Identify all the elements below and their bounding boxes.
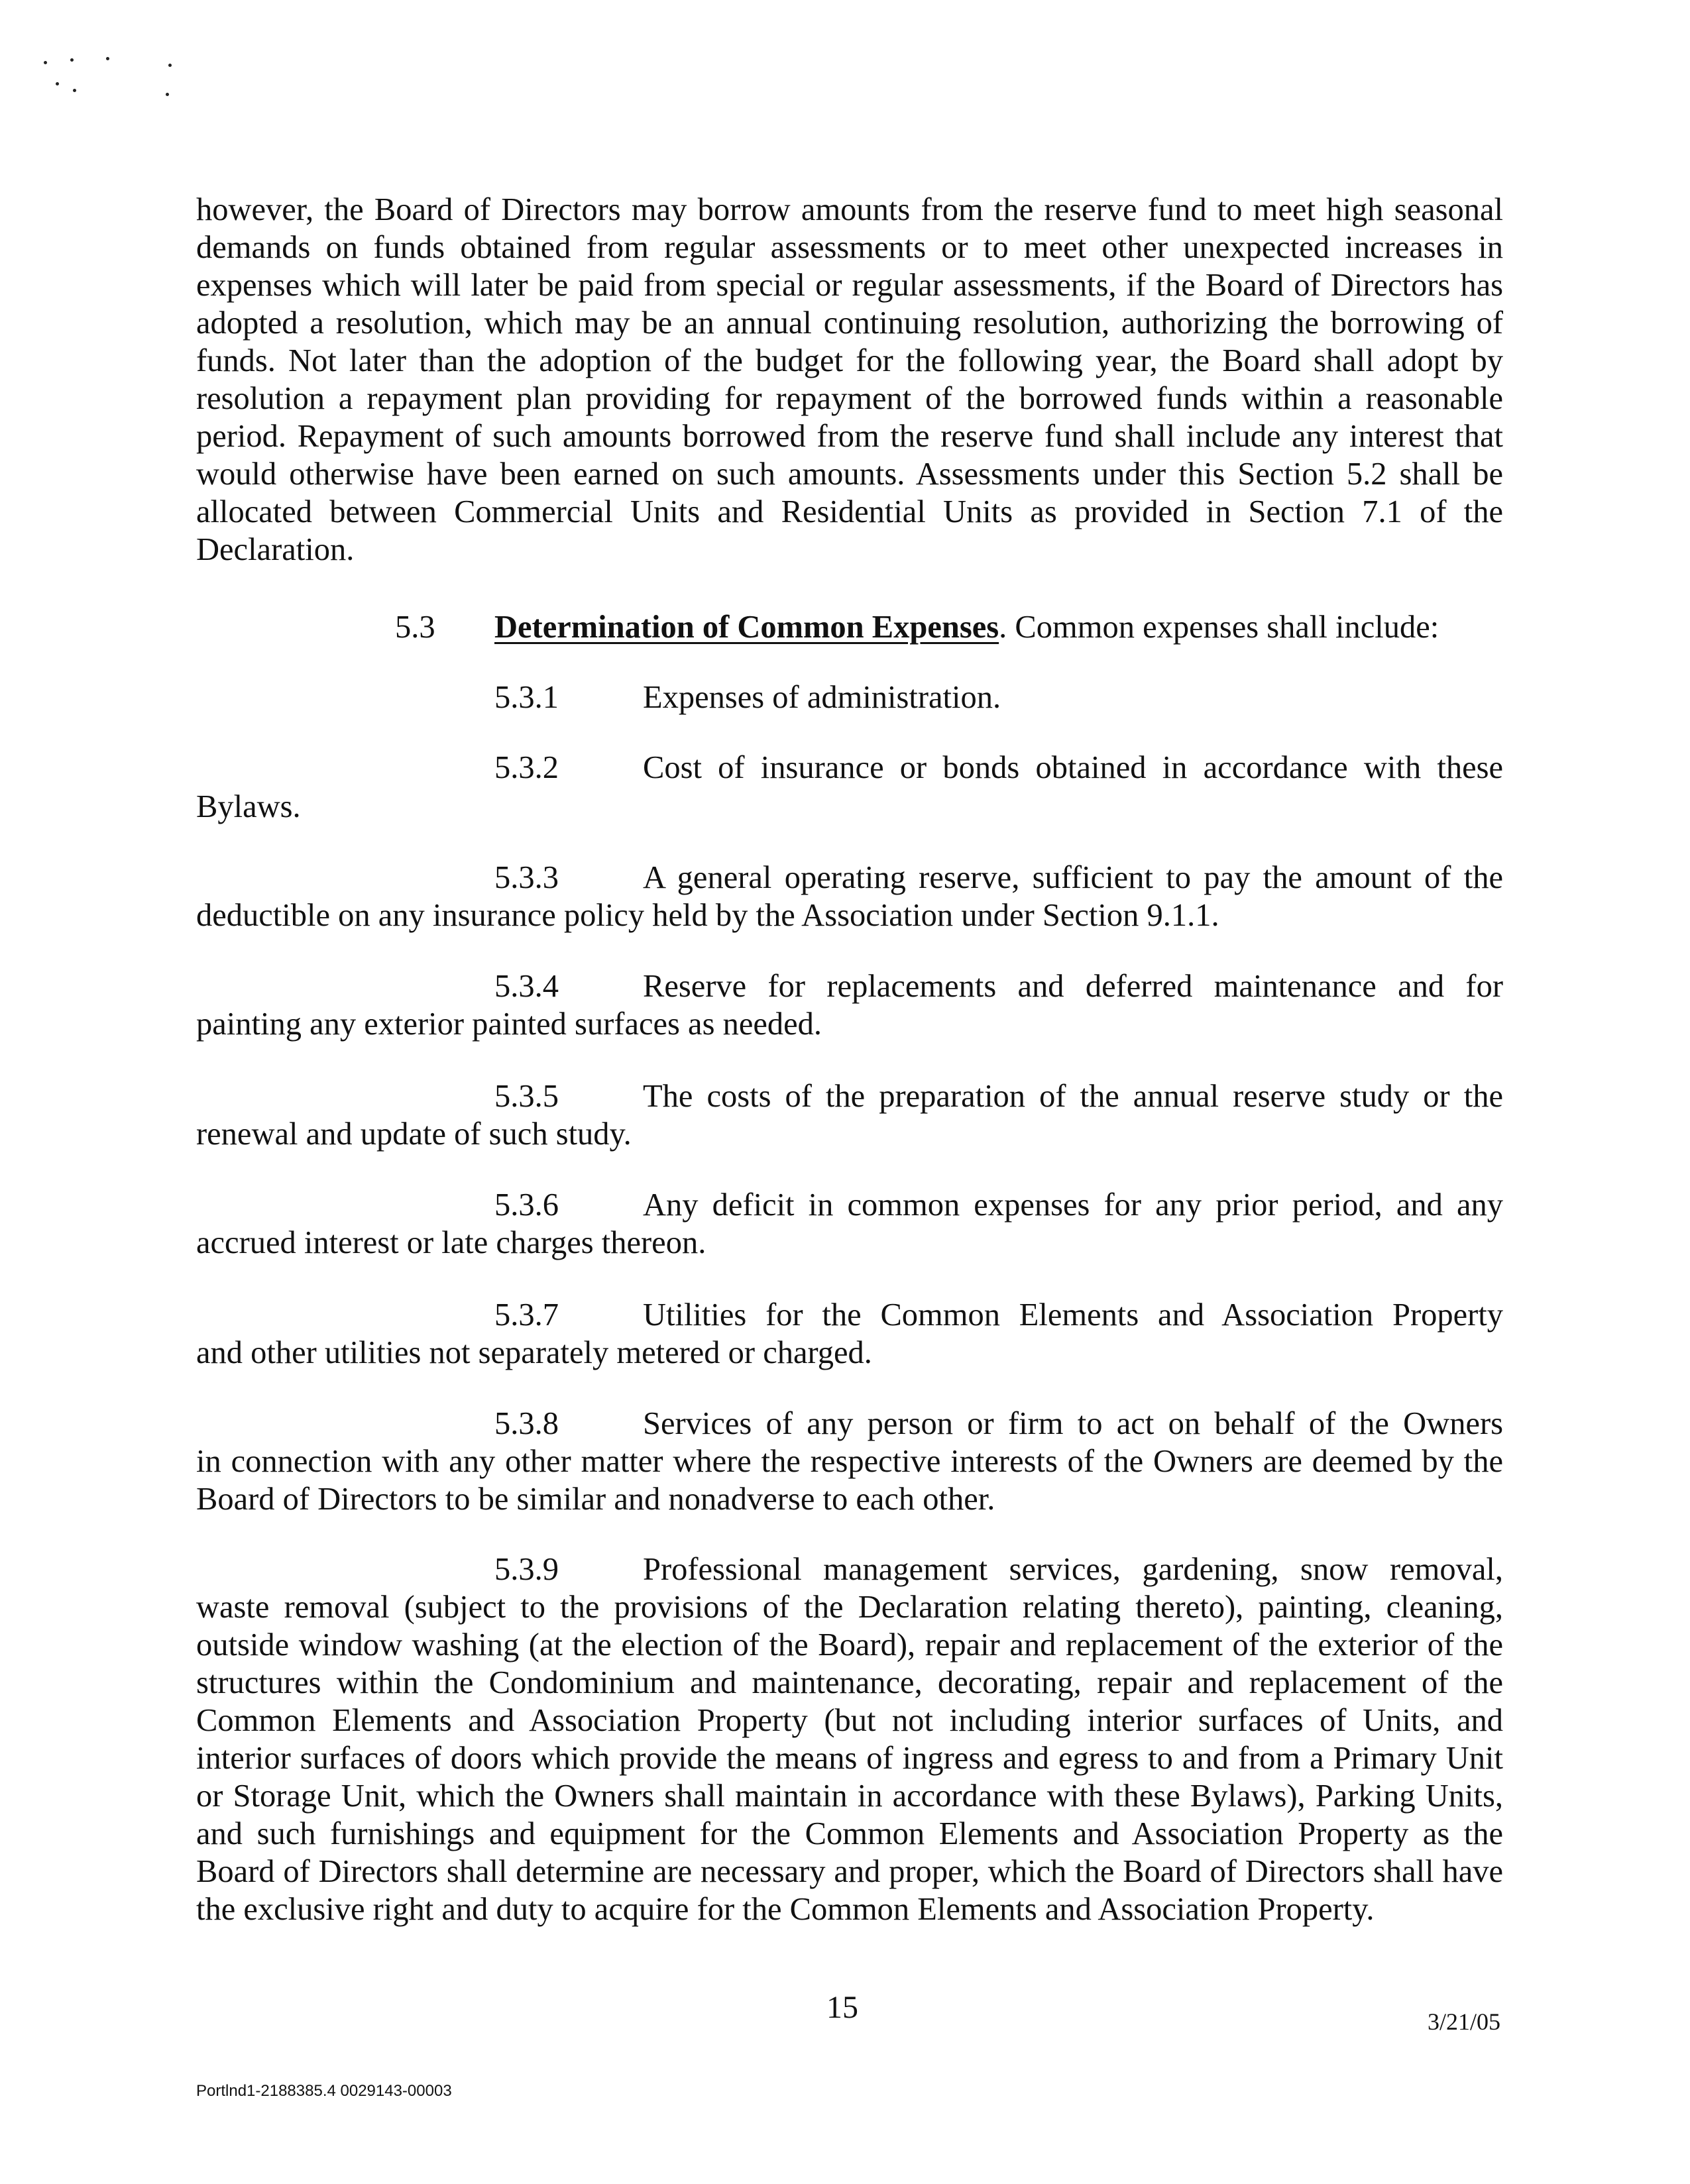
page-number: 15 xyxy=(826,1990,858,2025)
section-number: 5.3 xyxy=(395,610,435,645)
item-text-continued: waste removal (subject to the provisions of the Declaration relating thereto), painting, cleaning, outside window washing (at the election of the Board), repair and replacement of the exterior of the structures within the Condominium and maintenance, decorating, repair and replacement of the Common Elements and Association Property (but not including interior surfaces of Units, and interior surfaces of doors which provide the means of ingress and egress to and from a Primary Unit or Storage Unit, which the Owners shall maintain in accordance with these Bylaws), Parking Units, and such furnishings and equipment for the Common Elements and Association Property as the Board of Directors shall determine are necessary and proper, which the Board of Directors shall have the exclusive right and duty to acquire for the Common Elements and Association Property. xyxy=(196,1590,1503,1927)
scan-speck xyxy=(166,93,169,96)
item-number: 5.3.1 xyxy=(494,680,559,715)
item-text: Cost of insurance or bonds obtained in accordance with these xyxy=(643,750,1503,785)
item-text-continued: renewal and update of such study. xyxy=(196,1117,632,1152)
section-intro: . Common expenses shall include: xyxy=(999,610,1439,645)
item-number: 5.3.2 xyxy=(494,750,559,785)
item-number: 5.3.6 xyxy=(494,1187,559,1223)
item-number: 5.3.4 xyxy=(494,969,559,1004)
item-text-continued: deductible on any insurance policy held by the Association under Section 9.1.1. xyxy=(196,898,1219,933)
scan-speck xyxy=(106,57,109,60)
item-text-continued: Bylaws. xyxy=(196,789,301,824)
item-text-continued: and other utilities not separately metered or charged. xyxy=(196,1335,872,1370)
item-text: Services of any person or firm to act on behalf of the Owners xyxy=(643,1406,1503,1441)
scan-speck xyxy=(70,58,74,62)
item-text-continued: accrued interest or late charges thereon. xyxy=(196,1225,706,1260)
item-number: 5.3.5 xyxy=(494,1079,559,1114)
item-text: A general operating reserve, sufficient to pay the amount of the xyxy=(643,860,1503,895)
item-text: Utilities for the Common Elements and Association Property xyxy=(643,1297,1503,1333)
item-text: Reserve for replacements and deferred maintenance and for xyxy=(643,969,1503,1004)
item-text: Any deficit in common expenses for any prior period, and any xyxy=(643,1187,1503,1223)
section-heading: Determination of Common Expenses xyxy=(494,610,999,645)
section-heading-line xyxy=(494,608,1439,646)
item-number: 5.3.8 xyxy=(494,1406,559,1441)
item-number: 5.3.9 xyxy=(494,1552,559,1587)
opening-paragraph: however, the Board of Directors may borrow amounts from the reserve fund to meet high seasonal demands on funds obtained from regular assessments or to meet other unexpected increases in expenses which will later be paid from special or regular assessments, if the Board of Directors has adopted a resolution, which may be an annual continuing resolution, authorizing the borrowing of funds. Not later than the adoption of the budget for the following year, the Board shall adopt by resolution a repayment plan providing for repayment of the borrowed funds within a reasonable period. Repayment of such amounts borrowed from the reserve fund shall include any interest that would otherwise have been earned on such amounts. Assessments under this Section 5.2 shall be allocated between Commercial Units and Residential Units as provided in Section 7.1 of the Declaration. xyxy=(196,192,1503,567)
item-text-continued: painting any exterior painted surfaces as needed. xyxy=(196,1007,822,1042)
item-number: 5.3.7 xyxy=(494,1297,559,1333)
item-number: 5.3.3 xyxy=(494,860,559,895)
item-text: Professional management services, gardening, snow removal, xyxy=(643,1552,1503,1587)
item-text-continued: in connection with any other matter where the respective interests of the Owners are deemed by the Board of Directors to be similar and nonadverse to each other. xyxy=(196,1444,1503,1517)
item-text: The costs of the preparation of the annual reserve study or the xyxy=(643,1079,1503,1114)
scan-speck xyxy=(44,61,47,64)
scan-speck xyxy=(73,89,76,92)
scan-speck xyxy=(168,64,172,67)
scan-speck xyxy=(56,82,59,85)
document-date: 3/21/05 xyxy=(1427,2008,1500,2035)
document-id: Portlnd1-2188385.4 0029143-00003 xyxy=(196,2082,452,2100)
item-text: Expenses of administration. xyxy=(643,680,1001,715)
